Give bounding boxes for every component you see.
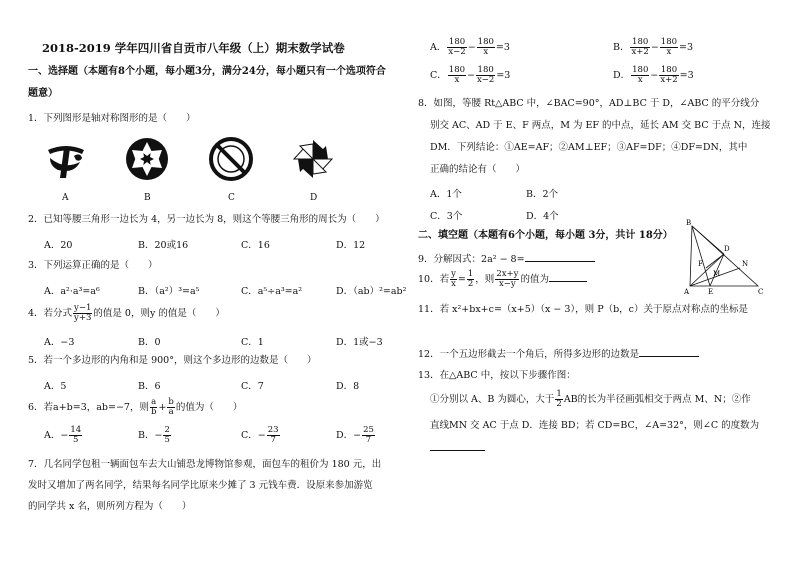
q4-option-d: D．1或−3 [336,337,383,348]
q1-text: 1．下列图形是轴对称图形的是（ ） [28,113,196,124]
q5-option-d: D．8 [336,381,360,392]
q7-b-n1: 180 [632,37,649,47]
q7-a-n2: 180 [477,37,494,47]
q7-a-n1: 180 [448,37,466,47]
q7-c-d2: x−2 [476,75,495,85]
q7-c-label: C． [430,70,447,81]
q6-d-frac [362,426,375,445]
q7-c-op: − [467,70,475,81]
q7-option-c [430,66,510,85]
q6-b-num: 2 [164,425,170,435]
q4-option-b: B．0 [138,337,161,348]
q13-l2-post: AB的长为半径画弧相交于两点 M、N；②作 [563,394,751,405]
q7-line3: 的同学共 x 名，则所列方程为（ ） [28,501,192,512]
q7-d-label: D． [613,70,631,81]
q10-answer-blank[interactable] [549,272,587,282]
q3-option-b: B．（a²）³=a⁵ [138,286,200,297]
q1-label-d: D [310,193,318,203]
q7-c-d1: x [454,75,460,85]
q7-c-n2: 180 [477,65,494,75]
q5-option-c: C．7 [241,381,264,392]
triangle-geometry-figure [680,216,770,296]
pinwheel-logo-icon [290,136,336,182]
q10-n2: 1 [467,269,474,279]
q8-line2: 别交 AC、AD 于 E、F 两点，M 为 EF 的中点，延长 AM 交 BC 于点 N，连接 [430,120,771,131]
hexagram-snowflake-logo-icon [124,136,170,182]
q7-option-b [613,38,693,57]
q4-pre: 4．若分式 [28,308,73,319]
fig-label-c: C [758,288,764,296]
q7-line2: 发时又增加了两名同学，结果每名同学比原来少摊了 3 元钱车费．设原来参加游览 [28,480,373,491]
q1-label-c: C [228,193,235,203]
q6-pre: 6．若a+b=3，ab=−7，则 [28,402,149,413]
q6-frac-b-a [167,398,174,417]
q13-half-num: 1 [556,389,562,399]
q13-l2-pre: ①分别以 A、B 为圆心，大于 [430,394,555,405]
q9-label: 9．分解因式：2a² − 8= [418,254,525,265]
q5-option-a: A．5 [44,381,67,392]
q10-eq: = [457,274,466,285]
q13-line3: 直线MN 交 AC 于点 D．连接 BD；若 CD=BC，∠A=32°，则∠C 的度数为 [430,420,760,431]
q7-d-n2: 180 [660,65,678,75]
q7-c-frac2 [476,66,495,85]
q7-d-d2: x+2 [660,75,678,85]
q8-line3: DM．下列结论：①AE=AF；②AM⊥EF；③AF=DF；④DF=DN，其中 [430,142,748,153]
q13-half-frac [555,390,562,409]
q9-answer-blank[interactable] [525,252,595,262]
q7-d-frac2 [659,66,678,85]
q2-option-d: D．12 [336,240,366,251]
q6-a-num: 14 [70,425,82,435]
q4-numerator: y−1 [74,303,92,313]
q6-a-den: 5 [73,435,79,445]
fig-label-n: N [742,260,749,268]
q10-frac1 [450,270,457,289]
q6-plus: + [158,402,167,413]
q4-text [28,304,225,324]
q8-line1: 8．如图，等腰 Rt△ABC 中，∠BAC=90°，AD⊥BC 于 D，∠ABC 的平分线分 [418,98,760,109]
no-sign-logo-icon [208,136,254,182]
q13-answer-row [430,441,485,455]
q7-d-eq: =3 [679,70,694,81]
q6-f2-den: a [168,407,174,417]
q12-label: 12．一个五边形截去一个角后，所得多边形的边数是 [418,349,640,360]
q7-a-eq: =3 [495,42,510,53]
q4-post: 的值是 0，则y 的值是（ ） [93,308,225,319]
q3-option-c: C．a⁵÷a³=a² [241,286,303,297]
q7-b-frac1 [630,38,649,57]
fig-label-b: B [686,219,692,227]
q10-pre: 10．若 [418,274,450,285]
q7-option-a [430,38,510,57]
q6-c-num: 23 [267,425,279,435]
q7-d-op: − [650,70,659,81]
q6-f2-num: b [168,397,174,407]
q2-option-a: A．20 [44,240,73,251]
fig-label-m: M [713,270,721,278]
q6-a-frac [69,426,82,445]
q13-line1: 13．在△ABC 中，按以下步骤作图： [418,370,576,381]
q7-a-d1: x−2 [448,47,466,57]
q4-option-a: A．−3 [44,337,75,348]
q13-answer-blank[interactable] [430,441,485,451]
q6-option-d [336,426,376,445]
q6-option-c [241,426,281,445]
q5-text: 5．若一个多边形的内角和是 900°，则这个多边形的边数是（ ） [28,355,317,366]
section1-heading-cont: 题意） [28,88,58,99]
q10-text [418,270,587,290]
q6-d-den: 7 [365,435,372,445]
fig-label-a: A [684,288,690,296]
q2-option-b: B．20或16 [138,240,189,251]
q6-post: 的值为（ ） [175,402,243,413]
q4-denominator: y+3 [74,313,92,323]
q7-line1: 7．几名同学包租一辆面包车去大山铺恐龙博物馆参观，面包车的租价为 180 元，出 [28,459,382,470]
q8-option-b: B．2个 [526,189,559,200]
china-telecom-logo-icon [44,140,88,180]
q7-b-n2: 180 [660,37,678,47]
q7-c-eq: =3 [496,70,511,81]
q7-c-frac1 [448,66,466,85]
q7-b-frac2 [660,38,678,57]
q7-b-label: B． [613,42,630,53]
q13-line2 [430,390,751,410]
q11-text: 11．若 x²+bx+c=（x+5）（x − 3），则 P（b，c）关于原点对称点的坐标是 [418,304,748,315]
q3-option-d: D．（ab）²=ab² [336,286,407,297]
q7-d-frac1 [631,66,649,85]
fig-label-d: D [724,245,730,253]
exam-title: 2018-2019 学年四川省自贡市八年级（上）期末数学试卷 [42,41,345,55]
q6-d-label: D．− [336,430,362,441]
q7-option-d [613,66,694,85]
q12-text [418,347,699,361]
q6-f1-num: a [151,397,157,407]
q7-a-d2: x [483,47,489,57]
q10-d2: 2 [467,279,474,289]
q7-b-d2: x [666,47,672,57]
q6-text [28,398,242,418]
q6-b-den: 5 [164,435,170,445]
q7-a-label: A． [430,42,447,53]
q7-b-op: − [650,42,659,53]
q7-b-eq: =3 [679,42,694,53]
q7-a-frac1 [447,38,466,57]
fig-label-e: E [708,288,714,296]
q10-n1: y [451,269,456,279]
q8-line4: 正确的结论有（ ） [430,164,526,175]
q2-option-c: C．16 [241,240,270,251]
q7-d-d1: x [637,75,643,85]
q10-then: ，则 [475,274,495,285]
q3-option-a: A．a²·a³=a⁶ [44,286,100,297]
q6-c-label: C．− [241,430,266,441]
q1-label-b: B [144,193,151,203]
q6-d-num: 25 [363,425,374,435]
q3-text: 3．下列运算正确的是（ ） [28,260,158,271]
q2-text: 2．已知等腰三角形一边长为 4，另一边长为 8，则这个等腰三角形的周长为（ ） [28,214,385,225]
q6-c-den: 7 [270,435,276,445]
q4-fraction [73,304,92,323]
q13-half-den: 2 [556,399,562,409]
q10-frac3 [495,270,519,289]
q10-post: 的值为 [520,274,549,285]
fig-label-f: F [698,260,703,268]
q10-n3: 2x+y [496,269,519,279]
q10-frac2 [467,270,474,289]
q9-text [418,252,595,266]
q8-option-a: A．1个 [430,189,462,200]
q6-option-a [44,426,83,445]
q4-option-c: C．1 [241,337,264,348]
q7-b-d1: x+2 [631,47,649,57]
q10-d3: x−y [499,279,516,289]
q12-answer-blank[interactable] [639,347,699,357]
q7-d-n1: 180 [632,65,649,75]
q7-c-n1: 180 [448,65,466,75]
q5-option-b: B．6 [138,381,161,392]
q10-d1: x [451,279,456,289]
q8-option-c: C．3个 [430,211,463,222]
q6-c-frac [267,426,280,445]
q6-option-b [138,426,172,445]
section2-heading: 二、填空题（本题有6个小题，每小题 3分，共计 18分） [418,230,673,241]
q7-a-frac2 [477,38,495,57]
q6-b-frac [163,426,170,445]
q8-option-d: D．4个 [526,211,559,222]
q7-a-op: − [467,42,476,53]
q6-f1-den: b [150,407,157,417]
q1-label-a: A [62,193,69,203]
q6-a-label: A．− [44,430,69,441]
section1-heading: 一、选择题（本题有8个小题，每小题3分，满分24分，每小题只有一个选项符合 [28,66,386,77]
q6-b-label: B．− [138,430,163,441]
q6-frac-a-b [150,398,157,417]
